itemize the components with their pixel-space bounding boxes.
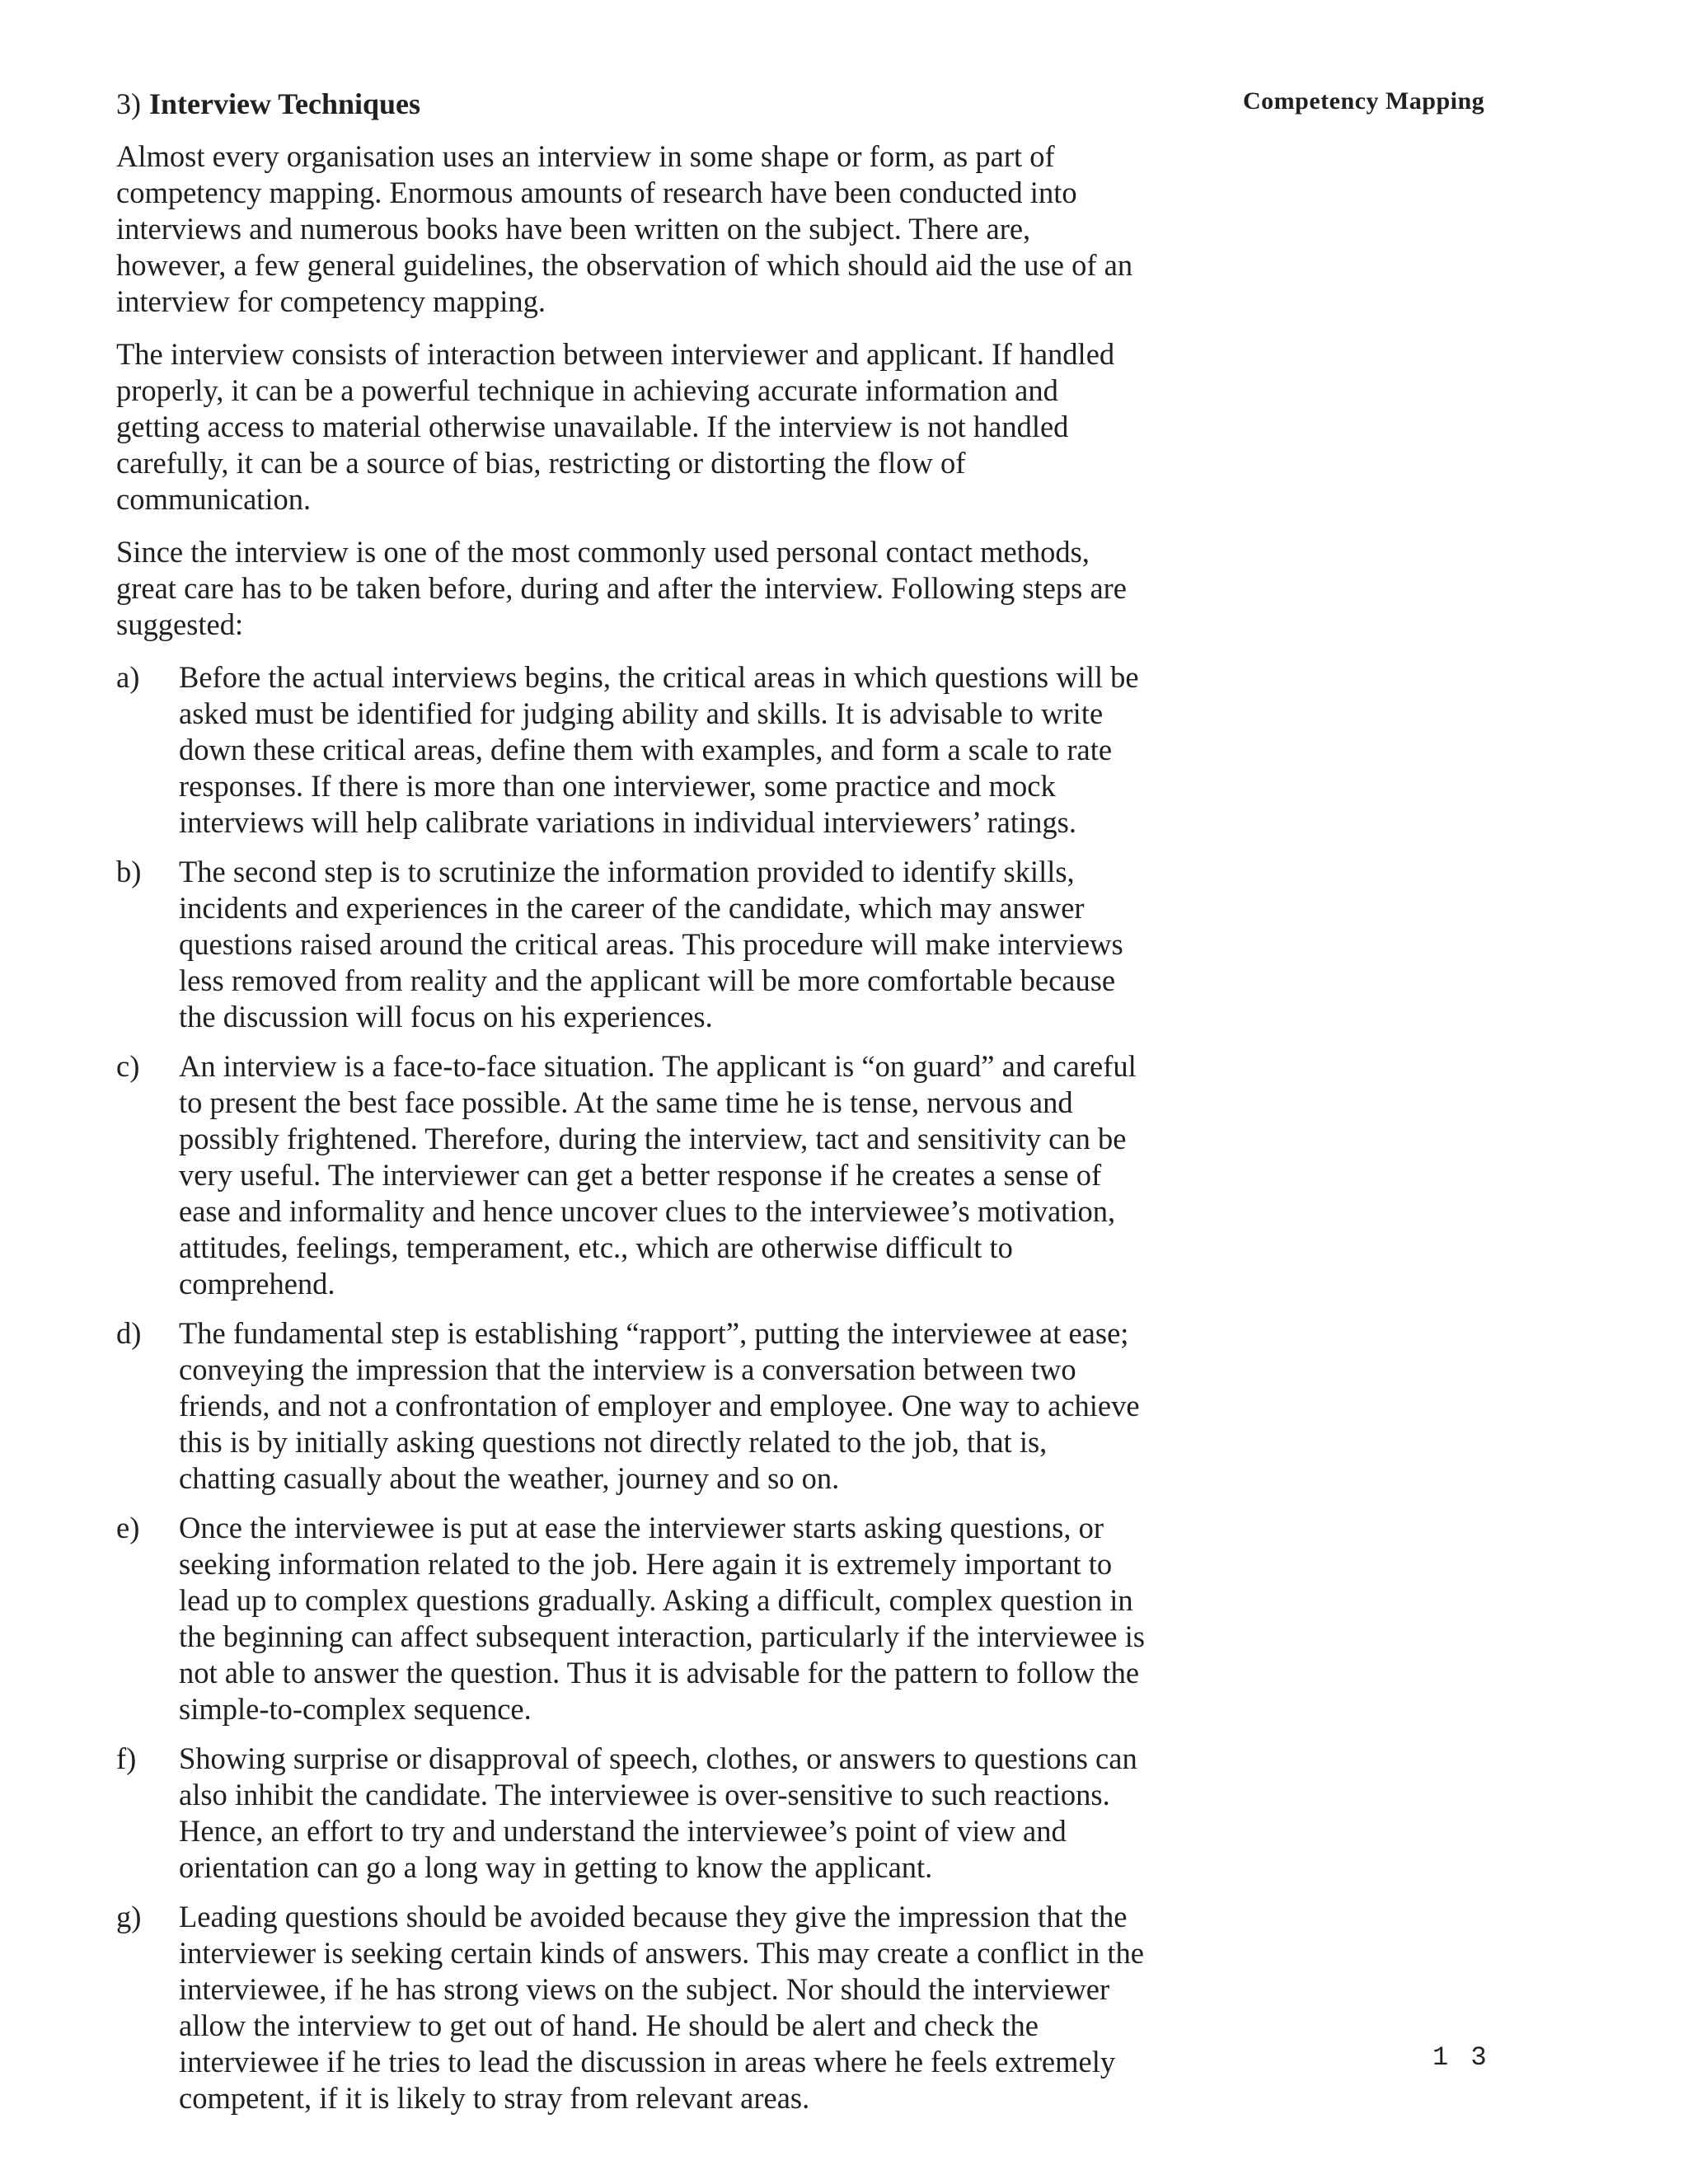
section-heading xyxy=(116,86,1146,122)
paragraph-interaction: The interview consists of interaction between interviewer and applicant. If handled properly, it can be a powerful technique in achieving accurate information and getting access to material otherwise unavailable. If the interview is not handled carefully, it can be a source of bias, restricting or distorting the flow of communication. xyxy=(116,337,1115,516)
list-marker: d) xyxy=(116,1316,142,1350)
list-item xyxy=(116,1899,1146,2116)
section-title: Interview Techniques xyxy=(149,87,421,120)
list-item xyxy=(116,854,1146,1035)
list-item-text: Showing surprise or disapproval of speech, clothes, or answers to questions can also inhibit the candidate. The interviewee is over-sensitive to such reactions. Hence, an effort to try and understand the interviewee’s point of view and orientation can go a long way in getting to know the applicant. xyxy=(179,1741,1137,1884)
list-item xyxy=(116,1510,1146,1727)
list-marker: e) xyxy=(116,1511,140,1544)
steps-list xyxy=(116,659,1146,2116)
page-number: 1 3 xyxy=(1432,2042,1490,2073)
main-content xyxy=(116,86,1146,2130)
list-item xyxy=(116,1048,1146,1302)
list-marker: f) xyxy=(116,1741,137,1775)
list-item xyxy=(116,659,1146,841)
paragraph-intro: Almost every organisation uses an interview in some shape or form, as part of competency mapping. Enormous amounts of research have been conducted into interviews and numerous books have been written on the subject. There are, however, a few general guidelines, the observation of which should aid the use of an interview for competency mapping. xyxy=(116,139,1133,318)
running-header: Competency Mapping xyxy=(1243,87,1485,115)
list-marker: c) xyxy=(116,1049,140,1083)
list-item-text: Leading questions should be avoided because they give the impression that the interviewer is seeking certain kinds of answers. This may create a conflict in the interviewee, if he has strong views on the subject. Nor should the interviewer allow the interview to get out of hand. He should be alert and check the interviewee if he tries to lead the discussion in areas where he feels extremely competent, if it is likely to stray from relevant areas. xyxy=(179,1900,1144,2115)
list-item-text: The second step is to scrutinize the information provided to identify skills, incidents and experiences in the career of the candidate, which may answer questions raised around the critical areas. This procedure will make interviews less removed from reality and the applicant will be more comfortable because the discussion will focus on his experiences. xyxy=(179,855,1123,1033)
list-item-text: Once the interviewee is put at ease the interviewer starts asking questions, or seeking information related to the job. Here again it is extremely important to lead up to complex questions gradually. Asking a difficult, complex question in the beginning can affect subsequent interaction, particularly if the interviewee is not able to answer the question. Thus it is advisable for the pattern to follow the simple-to-complex sequence. xyxy=(179,1511,1145,1726)
list-item-text: An interview is a face-to-face situation. The applicant is “on guard” and careful to present the best face possible. At the same time he is tense, nervous and possibly frightened. Therefore, during the interview, tact and sensitivity can be very useful. The interviewer can get a better response if he creates a sense of ease and informality and hence uncover clues to the interviewee’s motivation, attitudes, feelings, temperament, etc., which are otherwise difficult to comprehend. xyxy=(179,1049,1137,1301)
list-item-text: Before the actual interviews begins, the critical areas in which questions will be asked must be identified for judging ability and skills. It is advisable to write down these critical areas, define them with examples, and form a scale to rate responses. If there is more than one interviewer, some practice and mock interviews will help calibrate variations in individual interviewers’ ratings. xyxy=(179,660,1139,839)
list-marker: g) xyxy=(116,1900,142,1933)
list-marker: b) xyxy=(116,855,142,888)
list-item xyxy=(116,1315,1146,1497)
list-item xyxy=(116,1741,1146,1886)
paragraph-steps-intro: Since the interview is one of the most commonly used personal contact methods, great care has to be taken before, during and after the interview. Following steps are suggested: xyxy=(116,535,1127,641)
list-marker: a) xyxy=(116,660,140,694)
list-item-text: The fundamental step is establishing “rapport”, putting the interviewee at ease; conveying the impression that the interview is a conversation between two friends, and not a confrontation of employer and employee. One way to achieve this is by initially asking questions not directly related to the job, that is, chatting casually about the weather, journey and so on. xyxy=(179,1316,1140,1495)
section-number: 3) xyxy=(116,87,141,120)
